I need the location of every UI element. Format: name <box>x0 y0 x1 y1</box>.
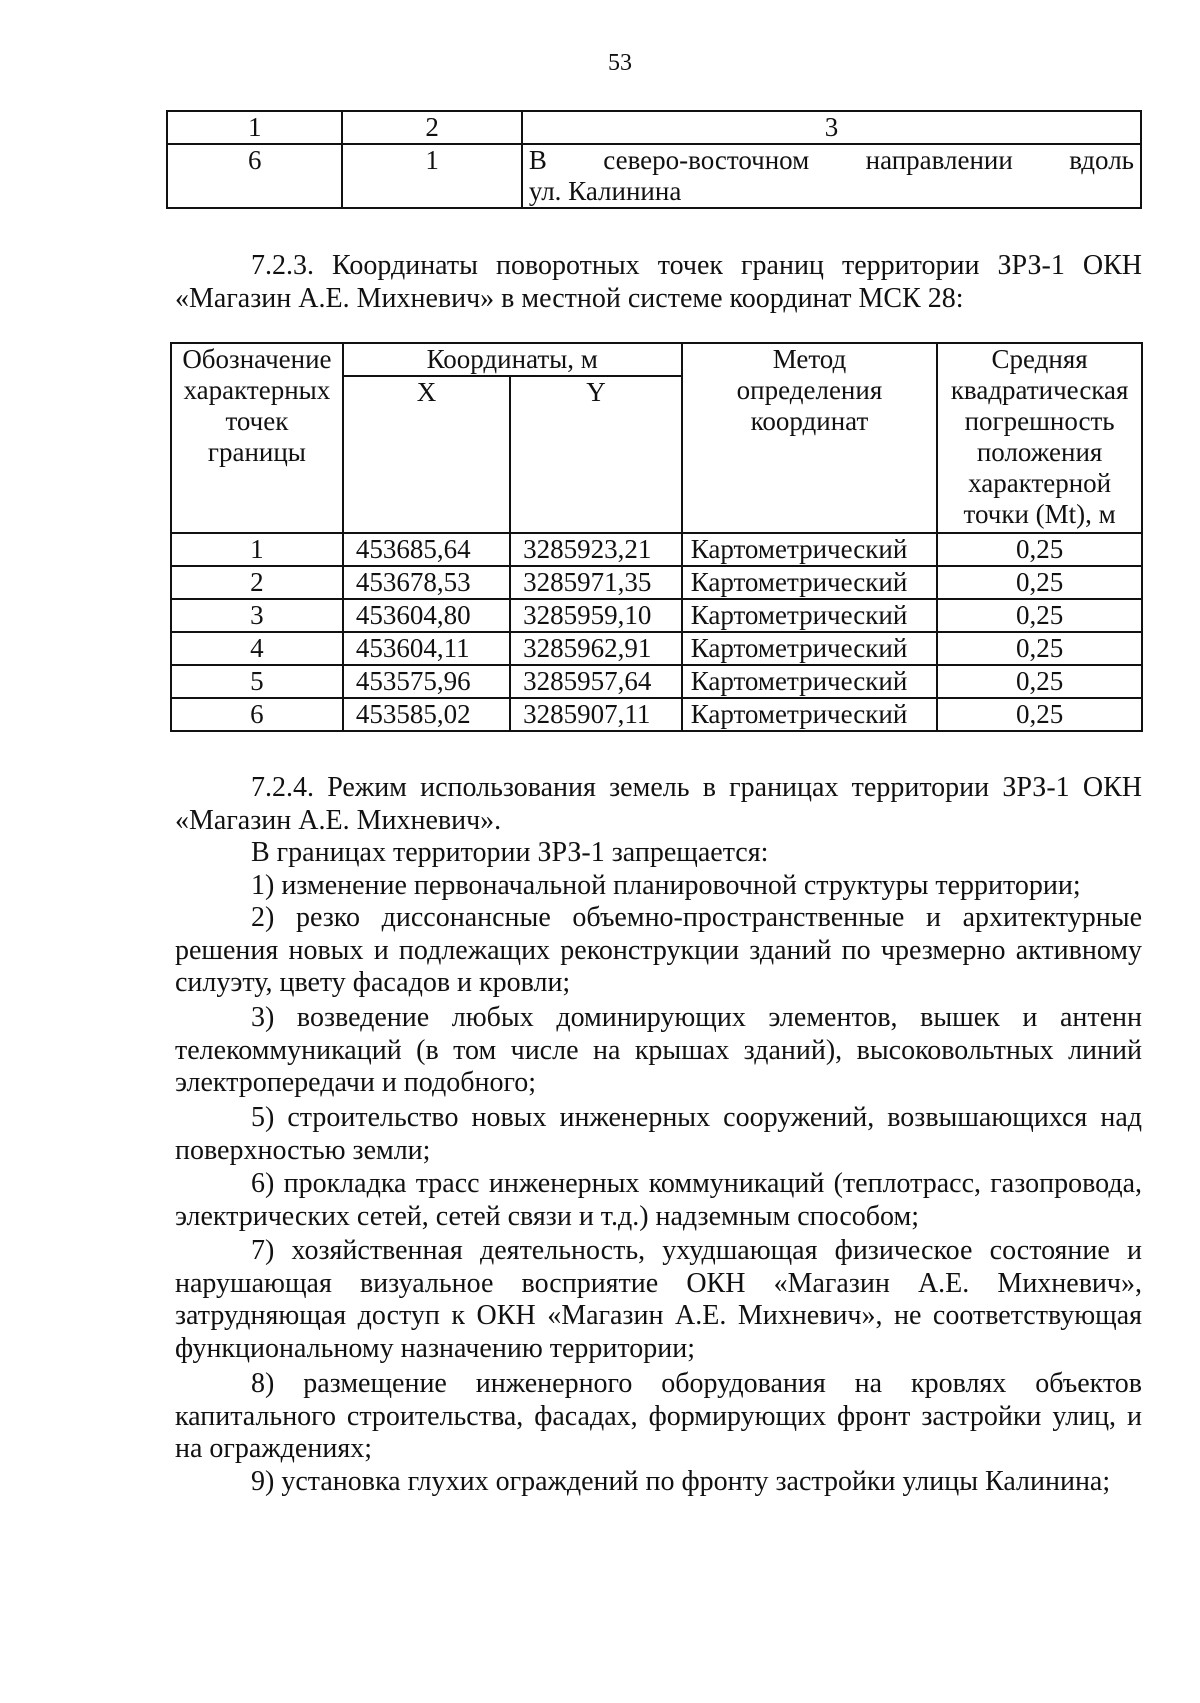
cell-col-2: 1 <box>342 144 521 208</box>
list-item: 1) изменение первоначальной планировочной структуры территории; <box>251 870 1081 901</box>
direction-cell <box>522 144 1141 208</box>
header-coordinates: Координаты, м <box>343 343 682 376</box>
y-cell: 3285907,11 <box>510 698 682 731</box>
point-cell: 6 <box>171 698 343 731</box>
error-cell: 0,25 <box>937 566 1142 599</box>
header-col-3: 3 <box>522 111 1141 144</box>
y-cell: 3285957,64 <box>510 665 682 698</box>
list-item: 9) установка глухих ограждений по фронту застройки улицы Калинина; <box>251 1466 1111 1497</box>
list-item: 3) возведение любых доминирующих элементов, вышек и антенн телекоммуникаций (в том числе на крышах зданий), высоковольтных линий электропередачи и подобного; <box>175 1002 1142 1098</box>
header-y: Y <box>510 376 682 533</box>
method-cell: Картометрический <box>682 533 938 566</box>
error-cell: 0,25 <box>937 632 1142 665</box>
direction-word: северо-восточном <box>603 145 810 175</box>
cell-col-1: 6 <box>167 144 342 208</box>
table-row <box>171 665 1142 698</box>
error-cell: 0,25 <box>937 698 1142 731</box>
prohibited-intro: В границах территории ЗРЗ-1 запрещается: <box>251 837 769 868</box>
list-item: 8) размещение инженерного оборудования на кровлях объектов капитального строительства, фасадах, формирующих фронт застройки улиц, и на ограждениях; <box>175 1368 1142 1464</box>
method-cell: Картометрический <box>682 599 938 632</box>
table-row <box>171 566 1142 599</box>
method-cell: Картометрический <box>682 566 938 599</box>
section-7-2-4: 7.2.4. Режим использования земель в границах территории ЗРЗ-1 ОКН «Магазин А.Е. Михневич». <box>175 772 1142 836</box>
list-item: 5) строительство новых инженерных сооружений, возвышающихся над поверхностью земли; <box>175 1102 1142 1166</box>
x-cell: 453604,11 <box>343 632 510 665</box>
point-cell: 4 <box>171 632 343 665</box>
point-cell: 5 <box>171 665 343 698</box>
method-cell: Картометрический <box>682 632 938 665</box>
direction-word: вдоль <box>1069 145 1134 175</box>
x-cell: 453575,96 <box>343 665 510 698</box>
coordinates-table <box>170 342 1143 732</box>
table-row <box>171 533 1142 566</box>
table-row <box>171 632 1142 665</box>
error-cell: 0,25 <box>937 533 1142 566</box>
table-row <box>171 698 1142 731</box>
header-designation: Обозначение характерных точек границы <box>171 343 343 533</box>
table-row <box>167 144 1141 208</box>
header-x: X <box>343 376 510 533</box>
direction-line-2: ул. Калинина <box>528 176 682 206</box>
x-cell: 453604,80 <box>343 599 510 632</box>
method-cell: Картометрический <box>682 665 938 698</box>
table-continuation <box>166 110 1142 209</box>
direction-word: В <box>528 145 547 175</box>
x-cell: 453685,64 <box>343 533 510 566</box>
page-number: 53 <box>608 50 632 76</box>
header-error: Средняя квадратическая погрешность положения характерной точки (Mt), м <box>937 343 1142 533</box>
header-col-1: 1 <box>167 111 342 144</box>
method-cell: Картометрический <box>682 698 938 731</box>
section-7-2-3: 7.2.3. Координаты поворотных точек границ территории ЗРЗ-1 ОКН «Магазин А.Е. Михневич» в местной системе координат МСК 28: <box>175 250 1142 314</box>
point-cell: 3 <box>171 599 343 632</box>
table-row <box>171 599 1142 632</box>
y-cell: 3285962,91 <box>510 632 682 665</box>
direction-word: направлении <box>865 145 1013 175</box>
x-cell: 453678,53 <box>343 566 510 599</box>
y-cell: 3285971,35 <box>510 566 682 599</box>
header-method: Метод определения координат <box>682 343 938 533</box>
header-col-2: 2 <box>342 111 521 144</box>
y-cell: 3285923,21 <box>510 533 682 566</box>
list-item: 7) хозяйственная деятельность, ухудшающая физическое состояние и нарушающая визуальное восприятие ОКН «Магазин А.Е. Михневич», затрудняющая доступ к ОКН «Магазин А.Е. Михневич», не соответствующая функциональному назначению территории; <box>175 1235 1142 1364</box>
table-header-row <box>167 111 1141 144</box>
list-item: 6) прокладка трасс инженерных коммуникаций (теплотрасс, газопровода, электрических сетей, сетей связи и т.д.) надземным способом; <box>175 1168 1142 1232</box>
point-cell: 1 <box>171 533 343 566</box>
y-cell: 3285959,10 <box>510 599 682 632</box>
point-cell: 2 <box>171 566 343 599</box>
table-header-row <box>171 343 1142 376</box>
x-cell: 453585,02 <box>343 698 510 731</box>
error-cell: 0,25 <box>937 665 1142 698</box>
list-item: 2) резко диссонансные объемно-пространственные и архитектурные решения новых и подлежащих реконструкции зданий по чрезмерно активному силуэту, цвету фасадов и кровли; <box>175 902 1142 998</box>
error-cell: 0,25 <box>937 599 1142 632</box>
